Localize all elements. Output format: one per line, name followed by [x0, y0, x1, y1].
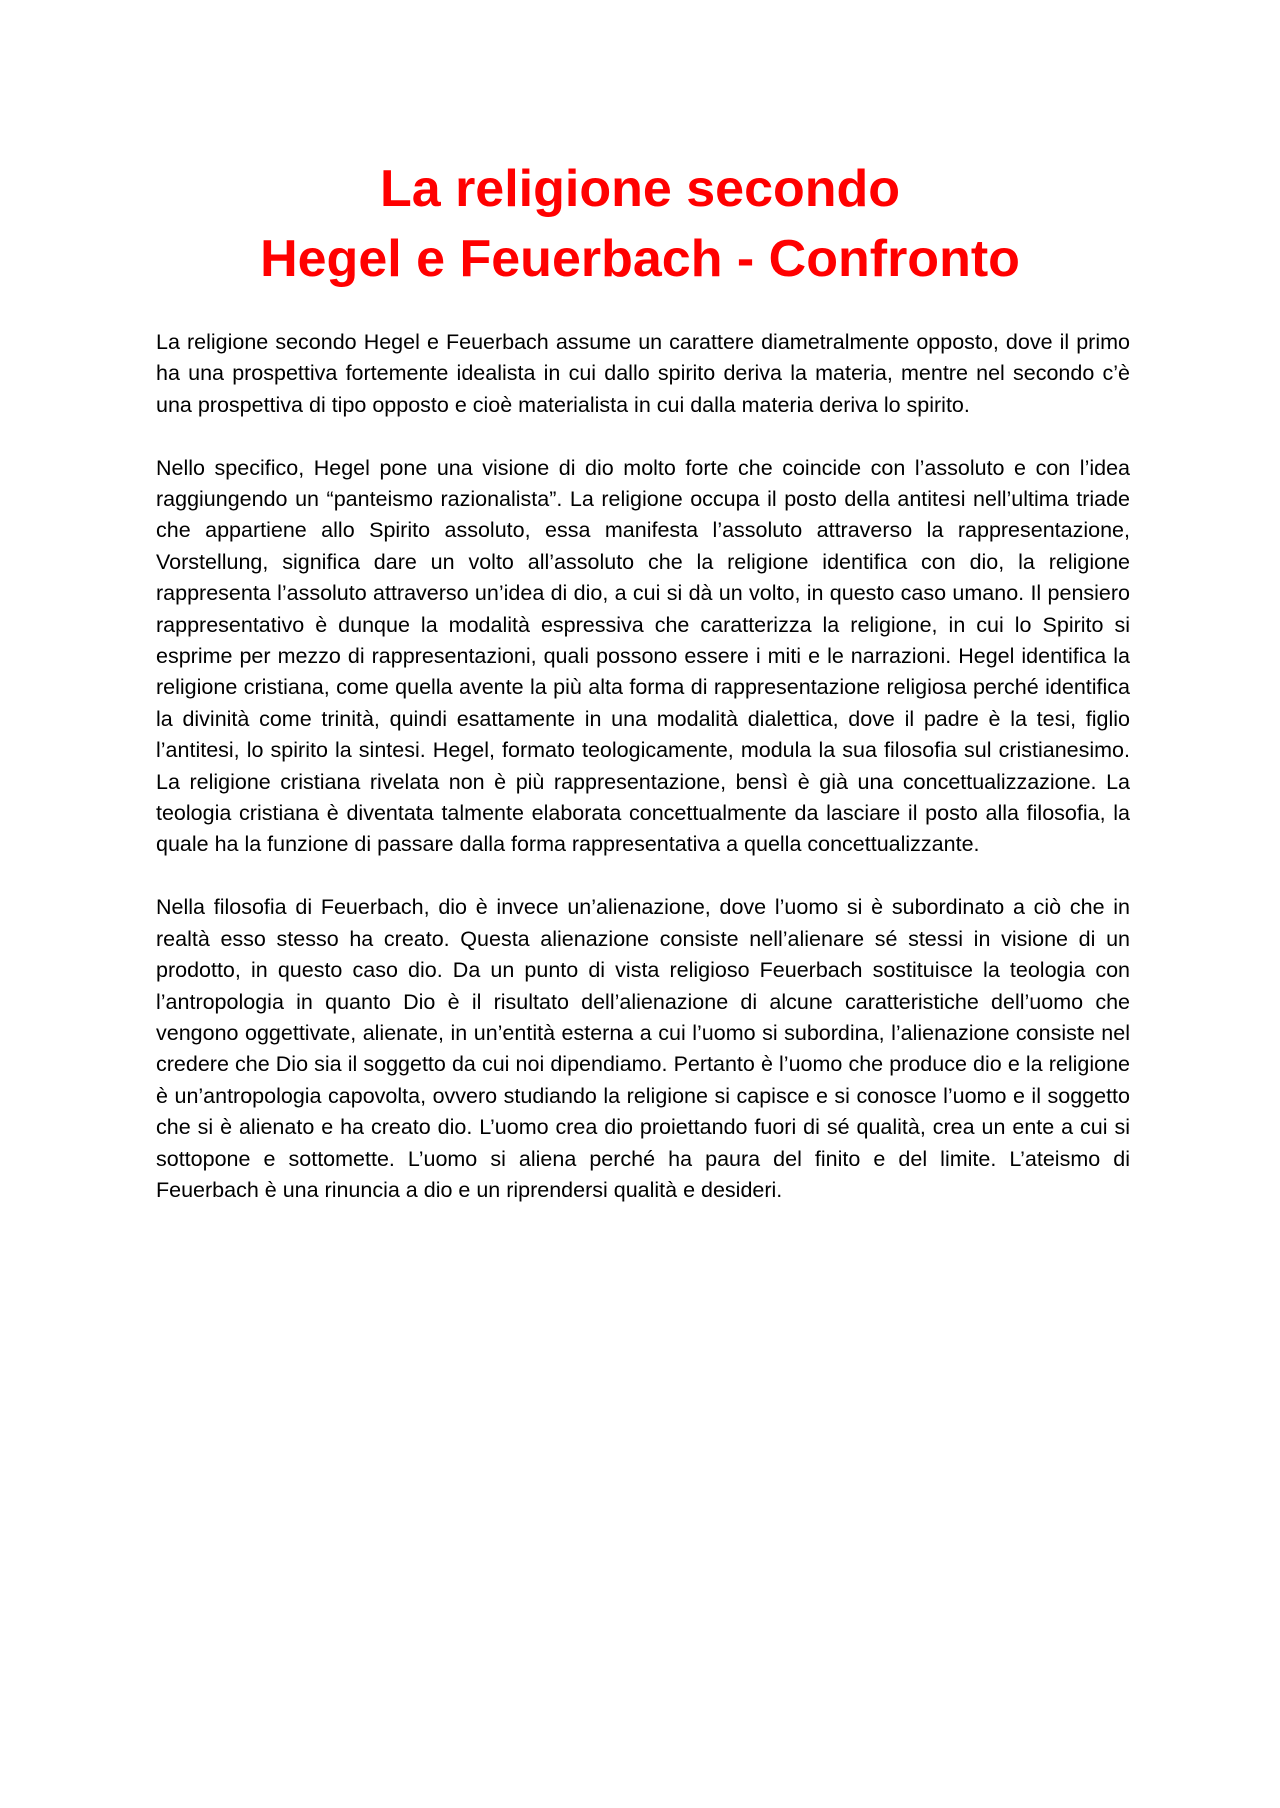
document-body [156, 327, 1130, 1238]
paragraph-feuerbach: Nella filosofia di Feuerbach, dio è invece un’alienazione, dove l’uomo si è subordinato a ciò che in realtà esso stesso ha creato. Questa alienazione consiste nell’alienare sé stessi in visione di un prodotto, in questo caso dio. Da un punto di vista religioso Feuerbach sostituisce la teologia con l’antropologia in quanto Dio è il risultato dell’alienazione di alcune caratteristiche dell’uomo che vengono oggettivate, alienate, in un’entità esterna a cui l’uomo si subordina, l’alienazione consiste nel credere che Dio sia il soggetto da cui noi dipendiamo. Pertanto è l’uomo che produce dio e la religione è un’antropologia capovolta, ovvero studiando la religione si capisce e si conosce l’uomo e il soggetto che si è alienato e ha creato dio. L’uomo crea dio proiettando fuori di sé qualità, crea un ente a cui si sottopone e sottomette. L’uomo si aliena perché ha paura del finito e del limite. L’ateismo di Feuerbach è una rinuncia a dio e un riprendersi qualità e desideri. [156, 895, 1130, 1202]
title-line-2: Hegel e Feuerbach - Confronto [260, 230, 1020, 288]
title-line-1: La religione secondo [379, 160, 901, 218]
paragraph-hegel: Nello specifico, Hegel pone una visione di dio molto forte che coincide con l’assoluto e con l’idea raggiungendo un “panteismo razionalista”. La religione occupa il posto della antitesi nell’ultima triade che appartiene allo Spirito assoluto, essa manifesta l’assoluto attraverso la rappresentazione, Vorstellung, significa dare un volto all’assoluto che la religione identifica con dio, la religione rappresenta l’assoluto attraverso un’idea di dio, a cui si dà un volto, in questo caso umano. Il pensiero rappresentativo è dunque la modalità espressiva che caratterizza la religione, in cui lo Spirito si esprime per mezzo di rappresentazioni, quali possono essere i miti e le narrazioni. Hegel identifica la religione cristiana, come quella avente la più alta forma di rappresentazione religiosa perché identifica la divinità come trinità, quindi esattamente in una modalità dialettica, dove il padre è la tesi, figlio l’antitesi, lo spirito la sintesi. Hegel, formato teologicamente, modula la sua filosofia sul cristianesimo. La religione cristiana rivelata non è più rappresentazione, bensì è già una concettualizzazione. La teologia cristiana è diventata talmente elaborata concettualmente da lasciare il posto alla filosofia, la quale ha la funzione di passare dalla forma rappresentativa a quella concettualizzante. [156, 455, 1130, 857]
page-title [0, 154, 1280, 294]
paragraph-intro: La religione secondo Hegel e Feuerbach assume un carattere diametralmente opposto, dove il primo ha una prospettiva fortemente idealista in cui dallo spirito deriva la materia, mentre nel secondo c’è una prospettiva di tipo opposto e cioè materialista in cui dalla materia deriva lo spirito. [156, 330, 1130, 417]
